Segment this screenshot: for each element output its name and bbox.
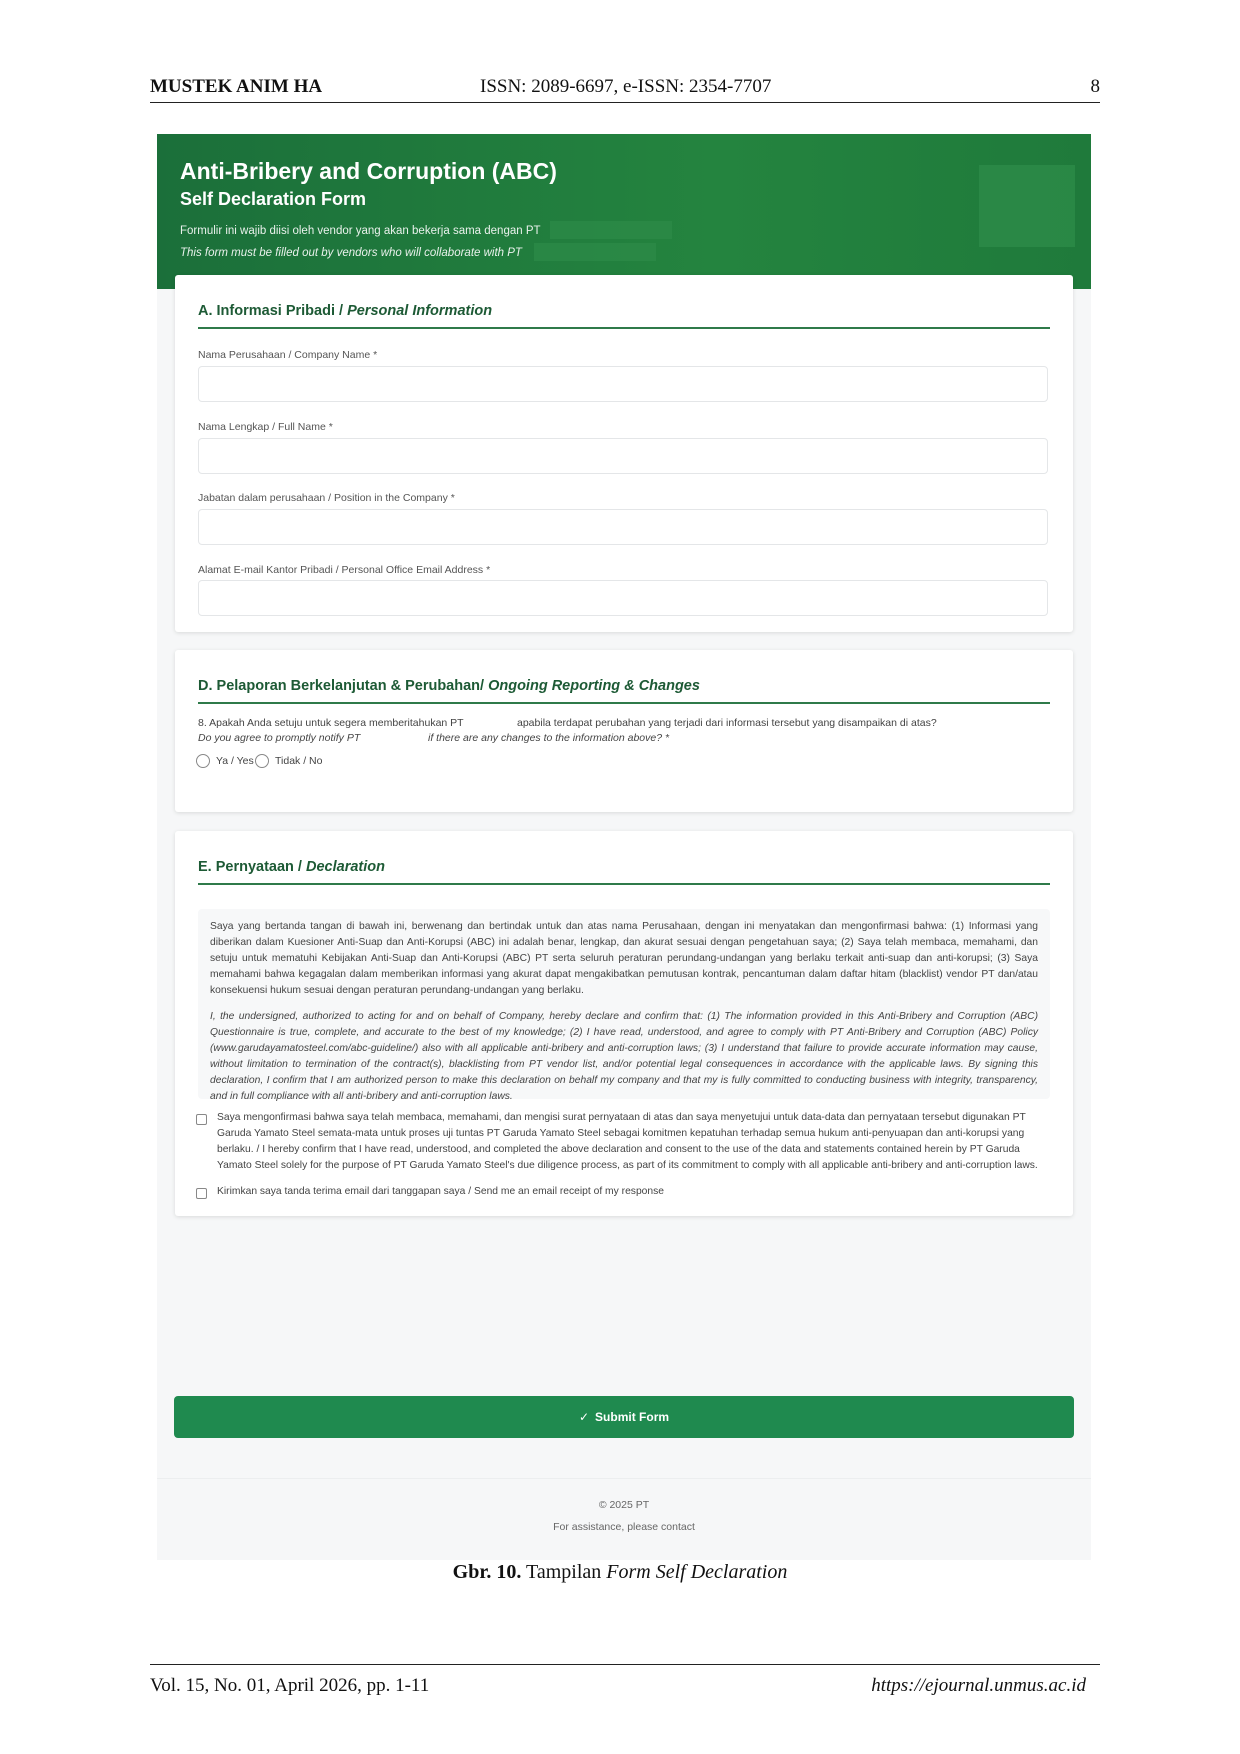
radio-yes-label: Ya / Yes xyxy=(216,755,254,767)
question-8-id-b: apabila terdapat perubahan yang terjadi dari informasi tersebut yang disampaikan di atas? xyxy=(517,717,937,729)
figure-caption: Gbr. 10. Tampilan Form Self Declaration xyxy=(452,1561,788,1583)
section-personal-info xyxy=(175,275,1073,632)
section-declaration xyxy=(175,831,1073,1216)
form-intro-en: This form must be filled out by vendors who will collaborate with PT xyxy=(180,247,522,259)
journal-url: https://ejournal.unmus.ac.id xyxy=(871,1675,1086,1696)
question-8-en-b: if there are any changes to the information above? * xyxy=(428,732,670,744)
confirm-text: Saya mengonfirmasi bahwa saya telah membaca, memahami, dan mengisi surat pernyataan di atas dan saya menyetujui untuk data-data dan pernyataan tersebut digunakan PT Garuda Yamato Steel semata-mata untuk proses uji tuntas PT Garuda Yamato Steel sebagai komitmen kepatuhan terhadap semua hukum anti-penyuapan dan anti-korupsi yang berlaku. / I hereby confirm that I have read, understood, and completed the above declaration and consent to the use of the data and statements contained herein by PT Garuda Yamato Steel solely for the purpose of PT Garuda Yamato Steel's due diligence process, as part of its commitment to comply with all applicable anti-bribery and anti-corruption laws. xyxy=(217,1112,1038,1171)
form-screenshot xyxy=(157,134,1091,1560)
company-name-label: Nama Perusahaan / Company Name * xyxy=(198,349,378,361)
redacted-company-name xyxy=(534,243,656,261)
form-subtitle: Self Declaration Form xyxy=(180,189,367,209)
email-receipt-checkbox[interactable] xyxy=(196,1188,207,1199)
radio-no[interactable] xyxy=(255,754,269,768)
email-input[interactable] xyxy=(198,580,1048,616)
submit-button[interactable] xyxy=(174,1396,1074,1438)
radio-no-label: Tidak / No xyxy=(275,755,323,767)
question-8-en-a: Do you agree to promptly notify PT xyxy=(198,732,361,744)
form-footer xyxy=(157,1478,1091,1560)
page-number: 8 xyxy=(1090,76,1100,97)
section-d-title: D. Pelaporan Berkelanjutan & Perubahan/ Ongoing Reporting & Changes xyxy=(198,678,1050,704)
check-icon: ✓ xyxy=(578,1410,590,1424)
journal-volume: Vol. 15, No. 01, April 2026, pp. 1-11 xyxy=(150,1675,430,1696)
form-intro-id: Formulir ini wajib diisi oleh vendor yang akan bekerja sama dengan PT xyxy=(180,225,541,237)
radio-yes[interactable] xyxy=(196,754,210,768)
email-label: Alamat E-mail Kantor Pribadi / Personal Office Email Address * xyxy=(198,564,491,576)
email-receipt-text: Kirimkan saya tanda terima email dari tanggapan saya / Send me an email receipt of my response xyxy=(217,1186,664,1197)
form-title: Anti-Bribery and Corruption (ABC) xyxy=(180,158,557,184)
company-name-input[interactable] xyxy=(198,366,1048,402)
form-banner xyxy=(157,134,1091,289)
position-input[interactable] xyxy=(198,509,1048,545)
question-8-id-a: 8. Apakah Anda setuju untuk segera memberitahukan PT xyxy=(198,717,464,729)
company-logo-redacted xyxy=(979,165,1075,247)
declaration-text-box xyxy=(198,909,1050,1102)
journal-issn: ISSN: 2089-6697, e-ISSN: 2354-7707 xyxy=(480,76,772,97)
journal-footer xyxy=(150,1664,1100,1696)
full-name-label: Nama Lengkap / Full Name * xyxy=(198,421,333,433)
declaration-text-id: Saya yang bertanda tangan di bawah ini, berwenang dan bertindak untuk dan atas nama Perusahaan, dengan ini menyatakan dan mengonfirmasi bahwa: (1) Informasi yang diberikan dalam Kuesioner Anti-Suap dan Anti-Korupsi (ABC) ini adalah benar, lengkap, dan akurat sesuai dengan pengetahuan saya; (2) Saya telah membaca, memahami, dan setuju untuk mematuhi Kebijakan Anti-Suap dan Anti-Korupsi (ABC) PT serta seluruh peraturan perundang-undangan yang berlaku terkait anti-suap dan anti-korupsi; (3) Saya memahami bahwa kegagalan dalam memberikan informasi yang akurat dapat mengakibatkan pemutusan kontrak, pencantuman dalam daftar hitam (blacklist) vendor PT dan/atau konsekuensi hukum sesuai dengan peraturan perundang-undangan yang berlaku. xyxy=(210,921,1038,996)
footer-assistance: For assistance, please contact xyxy=(553,1521,695,1533)
declaration-text-en: I, the undersigned, authorized to acting for and on behalf of Company, hereby declare and confirm that: (1) The information provided in this Anti-Bribery and Corruption (ABC) Questionnaire is true, complete, and accurate to the best of my knowledge; (2) I have read, understood, and agree to comply with PT Anti-Bribery and Corruption (ABC) Policy (www.garudayamatosteel.com/abc-guideline/) also with all applicable anti-bribery and anti-corruption laws; (3) I understand that failure to provide accurate information may cause, without limitation to termination of the contract(s), blacklisting from PT vendor list, and/or potential legal consequences in accordance with the applicable laws. By signing this declaration, I confirm that I am authorized person to make this declaration on behalf my company and that my is fully committed to conducting business with integrity, transparency, and in full compliance with all anti-bribery and anti-corruption laws. xyxy=(210,1011,1038,1102)
section-a-title: A. Informasi Pribadi / Personal Information xyxy=(198,303,1050,329)
confirm-checkbox[interactable] xyxy=(196,1114,207,1125)
submit-label: Submit Form xyxy=(595,1410,670,1424)
section-e-title: E. Pernyataan / Declaration xyxy=(198,859,1050,885)
position-label: Jabatan dalam perusahaan / Position in the Company * xyxy=(198,492,455,504)
full-name-input[interactable] xyxy=(198,438,1048,474)
redacted-company-name xyxy=(550,221,672,239)
journal-name: MUSTEK ANIM HA xyxy=(150,76,323,97)
footer-copyright: © 2025 PT xyxy=(598,1499,650,1511)
journal-header xyxy=(150,74,1100,103)
section-ongoing-reporting xyxy=(175,650,1073,812)
